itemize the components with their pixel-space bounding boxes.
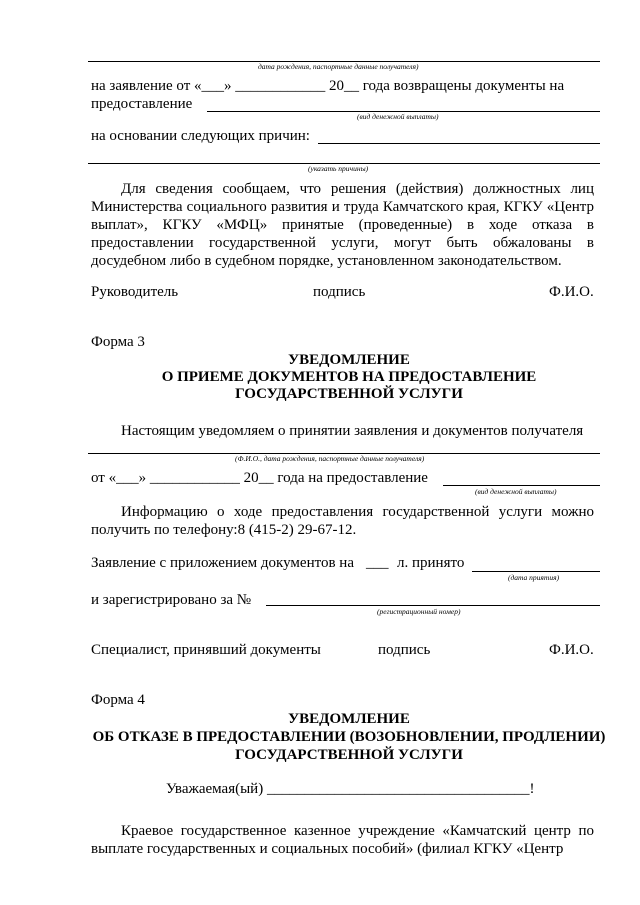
- form3-accepted-pages-blank: ___: [366, 555, 389, 571]
- form3-date-line: от «___» ____________ 20__ года на предоставление: [91, 470, 428, 486]
- head-label: Руководитель: [91, 284, 179, 300]
- form3-accepted-suffix: л. принято: [397, 555, 465, 571]
- form3-title-3: ГОСУДАРСТВЕННОЙ УСЛУГИ: [235, 386, 463, 402]
- form3-payment-line: [443, 485, 600, 486]
- form3-phone-paragraph: Информацию о ходе предоставления государственной услуги можно получить по телефону:8 (415-2) 29-67-12.: [91, 504, 594, 538]
- signature-label: подпись: [313, 284, 366, 300]
- form3-specialist-label: Специалист, принявший документы: [91, 642, 321, 658]
- appeal-info-paragraph: Для сведения сообщаем, что решения (действия) должностных лиц Министерства социального развития и труда Камчатского края, КГКУ «Центр выплат», КГКУ «МФЦ» принятые (проведенные) в ходе отказа в предоставлении государственной услуги, могут быть обжалованы в досудебном либо в судебном порядке, установленном законодательством.: [91, 181, 594, 269]
- form3-label: Форма 3: [91, 334, 145, 350]
- form4-title-1: УВЕДОМЛЕНИЕ: [288, 711, 410, 727]
- form3-accepted-prefix: Заявление с приложением документов на: [91, 555, 354, 571]
- form3-caption-payment: (вид денежной выплаты): [475, 487, 557, 496]
- form4-title-2: ОБ ОТКАЗЕ В ПРЕДОСТАВЛЕНИИ (ВОЗОБНОВЛЕНИИ, ПРОДЛЕНИИ): [92, 729, 606, 745]
- form3-registered-label: и зарегистрировано за №: [91, 592, 252, 608]
- form4-title-3: ГОСУДАРСТВЕННОЙ УСЛУГИ: [235, 747, 463, 763]
- reasons-label: на основании следующих причин:: [91, 128, 310, 144]
- form3-regnum-line: [266, 605, 600, 606]
- form4-label: Форма 4: [91, 692, 145, 708]
- form3-caption-date: (дата приятия): [508, 573, 560, 582]
- form3-notice-line: Настоящим уведомляем о принятии заявления и документов получателя: [121, 423, 584, 439]
- form3-signature-label: подпись: [378, 642, 431, 658]
- form4-body-paragraph: Краевое государственное казенное учреждение «Камчатский центр по выплате государственных и социальных пособий» (филиал КГКУ «Центр: [91, 823, 594, 857]
- caption-birth-data: дата рождения, паспортные данные получателя): [258, 62, 419, 71]
- form3-caption-regnum: (регистрационный номер): [377, 607, 461, 616]
- caption-payment-type: (вид денежной выплаты): [357, 112, 439, 121]
- reasons-line-1: [318, 143, 600, 144]
- form3-title-2: О ПРИЕМЕ ДОКУМЕНТОВ НА ПРЕДОСТАВЛЕНИЕ: [161, 369, 537, 385]
- caption-reasons: (указать причины): [308, 164, 369, 173]
- returned-documents-line: на заявление от «___» ____________ 20__ года возвращены документы на: [91, 78, 565, 94]
- provision-label: предоставление: [91, 96, 193, 112]
- form3-title-1: УВЕДОМЛЕНИЕ: [288, 352, 410, 368]
- form4-greeting: Уважаемая(ый) ___________________________________!: [166, 781, 535, 797]
- form3-fio-label: Ф.И.О.: [549, 642, 594, 658]
- fio-label: Ф.И.О.: [549, 284, 594, 300]
- form3-acceptance-date-line: [472, 571, 600, 572]
- form3-caption-fio: (Ф.И.О., дата рождения, паспортные данные получателя): [235, 454, 425, 463]
